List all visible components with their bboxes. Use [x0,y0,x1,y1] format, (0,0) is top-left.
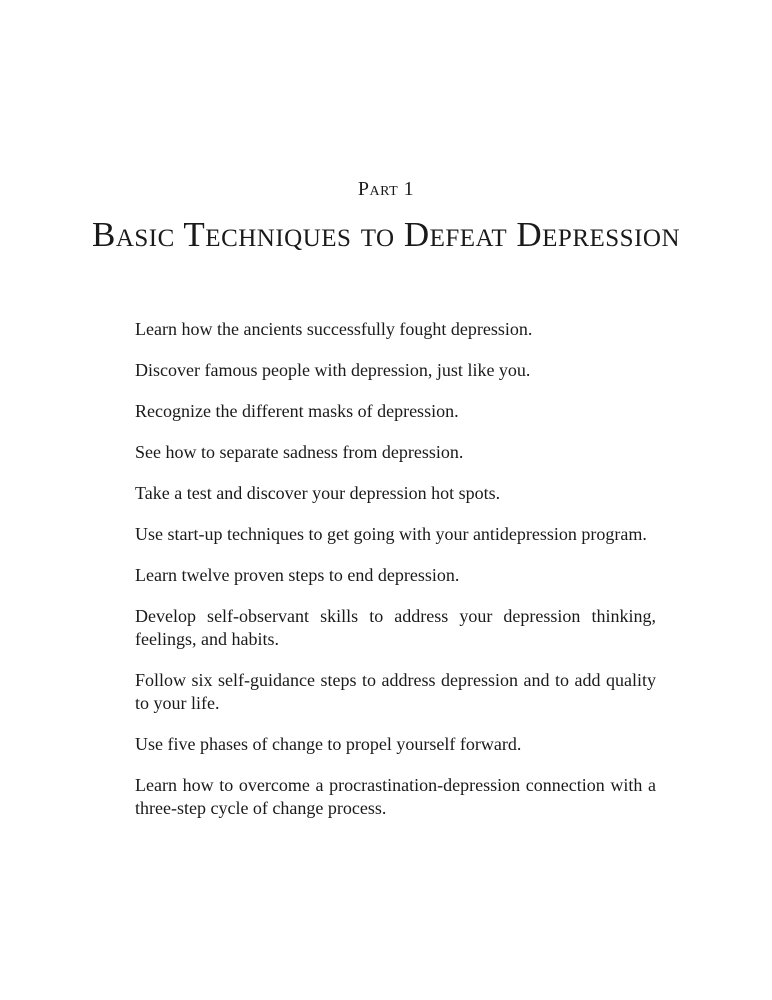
list-item: Use five phases of change to propel yourself forward. [135,734,522,754]
list-item: Recognize the different masks of depression. [135,401,459,421]
list-item: Use start-up techniques to get going with your antidepression program. [135,524,647,544]
list-item: Take a test and discover your depression hot spots. [135,483,501,503]
list-item: Learn how to overcome a procrastination-depression connection with a three-step cycle of change process. [135,775,656,818]
objectives-list [135,318,656,838]
list-item: Develop self-observant skills to address your depression thinking, feelings, and habits. [135,606,656,649]
list-item: Learn how the ancients successfully fought depression. [135,319,533,339]
part-title: Basic Techniques to Defeat Depression [92,215,680,254]
list-item: Discover famous people with depression, just like you. [135,360,531,380]
part-label: Part 1 [357,178,415,200]
list-item: See how to separate sadness from depression. [135,442,464,462]
list-item: Learn twelve proven steps to end depression. [135,565,460,585]
list-item: Follow six self-guidance steps to address depression and to add quality to your life. [135,670,656,713]
